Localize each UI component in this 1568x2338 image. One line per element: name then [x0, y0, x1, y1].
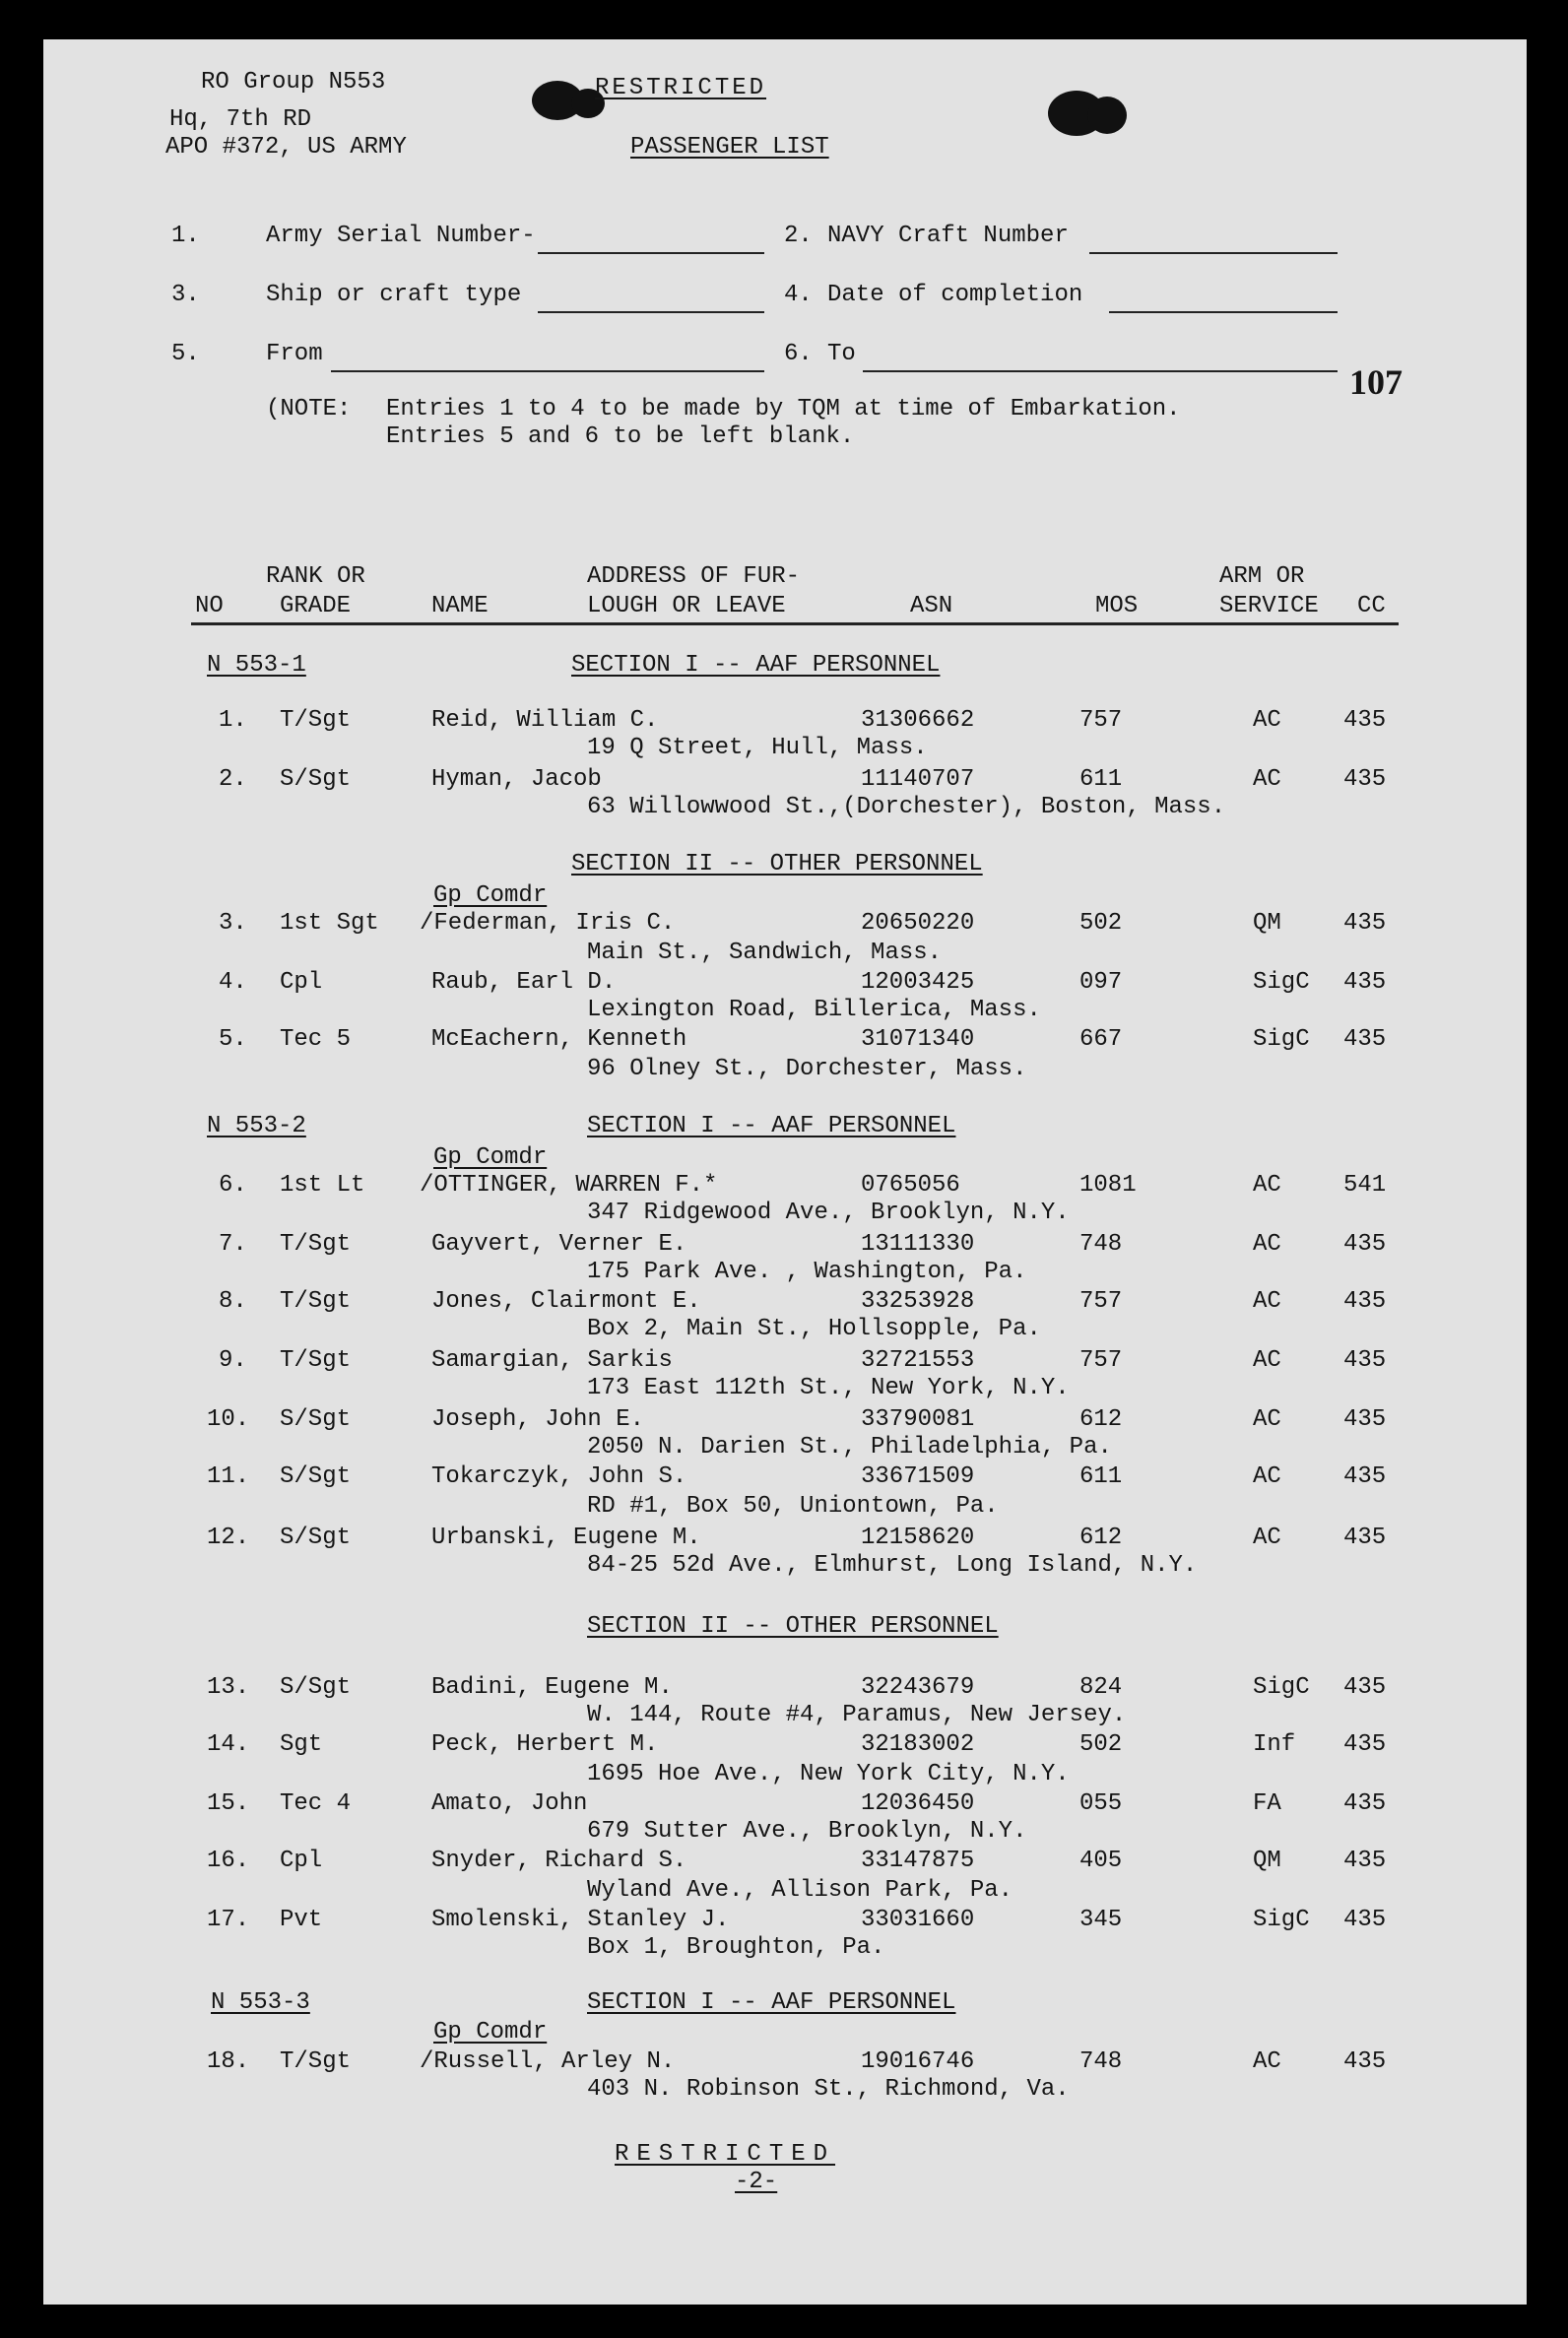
unit-line-3: APO #372, US ARMY	[165, 134, 407, 161]
entry-cc: 435	[1343, 1525, 1387, 1551]
entry-cc: 435	[1343, 1347, 1387, 1374]
col-cc: CC	[1357, 593, 1386, 619]
entry-rank: S/Sgt	[280, 1525, 352, 1551]
entry-arm: AC	[1253, 1406, 1281, 1433]
entry-name: Amato, John	[431, 1790, 588, 1817]
entry-arm: SigC	[1253, 969, 1310, 996]
entry-address: Lexington Road, Billerica, Mass.	[587, 997, 1041, 1023]
entry-asn: 12158620	[861, 1525, 975, 1551]
entry-rank: Sgt	[280, 1731, 323, 1758]
entry-no: 16.	[207, 1848, 250, 1874]
entry-mos: 757	[1079, 1347, 1123, 1374]
entry-cc: 435	[1343, 766, 1387, 793]
entry-no: 3.	[219, 910, 247, 937]
entry-rank: Tec 4	[280, 1790, 352, 1817]
entry-asn: 12036450	[861, 1790, 975, 1817]
entry-mos: 502	[1079, 1731, 1123, 1758]
entry-rank: T/Sgt	[280, 1231, 352, 1258]
entry-asn: 33031660	[861, 1907, 975, 1933]
entry-rank: Cpl	[280, 1848, 323, 1874]
section-heading: SECTION I -- AAF PERSONNEL	[587, 1989, 956, 2016]
entry-name: Samargian, Sarkis	[431, 1347, 673, 1374]
entry-mos: 502	[1079, 910, 1123, 937]
gp-comdr-label: Gp Comdr	[433, 882, 548, 909]
entry-cc: 435	[1343, 1231, 1387, 1258]
entry-cc: 435	[1343, 1026, 1387, 1053]
entry-cc: 435	[1343, 1406, 1387, 1433]
gp-comdr-label: Gp Comdr	[433, 1144, 548, 1171]
entry-asn: 12003425	[861, 969, 975, 996]
field-3-blank	[538, 311, 764, 313]
entry-mos: 055	[1079, 1790, 1123, 1817]
field-1-blank	[538, 252, 764, 254]
entry-rank: Tec 5	[280, 1026, 352, 1053]
entry-name: Snyder, Richard S.	[431, 1848, 687, 1874]
ink-blot	[1087, 97, 1127, 134]
entry-mos: 405	[1079, 1848, 1123, 1874]
field-6-number: 6.	[784, 341, 813, 367]
entry-rank: S/Sgt	[280, 1406, 352, 1433]
entry-arm: AC	[1253, 707, 1281, 734]
note-line-2: Entries 5 and 6 to be left blank.	[386, 423, 855, 450]
col-address-top: ADDRESS OF FUR-	[587, 563, 801, 590]
entry-arm: AC	[1253, 1463, 1281, 1490]
col-asn: ASN	[910, 593, 953, 619]
entry-mos: 345	[1079, 1907, 1123, 1933]
entry-arm: AC	[1253, 2048, 1281, 2075]
col-arm-top: ARM OR	[1219, 563, 1305, 590]
entry-rank: T/Sgt	[280, 1288, 352, 1315]
entry-address: W. 144, Route #4, Paramus, New Jersey.	[587, 1702, 1127, 1728]
entry-address: 173 East 112th St., New York, N.Y.	[587, 1375, 1070, 1401]
entry-asn: 31071340	[861, 1026, 975, 1053]
entry-arm: SigC	[1253, 1907, 1310, 1933]
entry-arm: Inf	[1253, 1731, 1296, 1758]
entry-rank: 1st Sgt	[280, 910, 379, 937]
entry-asn: 33253928	[861, 1288, 975, 1315]
entry-name: Gayvert, Verner E.	[431, 1231, 687, 1258]
entry-arm: QM	[1253, 1848, 1281, 1874]
entry-name: Tokarczyk, John S.	[431, 1463, 687, 1490]
entry-mos: 757	[1079, 1288, 1123, 1315]
entry-asn: 32243679	[861, 1674, 975, 1701]
classification-header: RESTRICTED	[595, 75, 767, 101]
entry-asn: 32183002	[861, 1731, 975, 1758]
entry-no: 6.	[219, 1172, 247, 1199]
entry-arm: AC	[1253, 1172, 1281, 1199]
field-5-label: From	[266, 341, 323, 367]
field-6-blank	[863, 370, 1338, 372]
entry-arm: FA	[1253, 1790, 1281, 1817]
unit-line-2: Hq, 7th RD	[169, 106, 312, 133]
document-title: PASSENGER LIST	[630, 134, 829, 161]
entry-rank: S/Sgt	[280, 766, 352, 793]
entry-name: Peck, Herbert M.	[431, 1731, 659, 1758]
entry-name: Raub, Earl D.	[431, 969, 617, 996]
entry-mos: 611	[1079, 766, 1123, 793]
section-heading: SECTION II -- OTHER PERSONNEL	[571, 851, 983, 877]
entry-mos: 612	[1079, 1406, 1123, 1433]
group-label: N 553-2	[207, 1113, 306, 1139]
entry-address: RD #1, Box 50, Uniontown, Pa.	[587, 1493, 999, 1520]
entry-no: 5.	[219, 1026, 247, 1053]
entry-no: 8.	[219, 1288, 247, 1315]
field-6-label: To	[827, 341, 856, 367]
field-2-number: 2.	[784, 223, 813, 249]
entry-name: McEachern, Kenneth	[431, 1026, 687, 1053]
field-4-number: 4.	[784, 282, 813, 308]
entry-address: Box 2, Main St., Hollsopple, Pa.	[587, 1316, 1041, 1342]
entry-mos: 757	[1079, 707, 1123, 734]
entry-rank: T/Sgt	[280, 2048, 352, 2075]
entry-name: /OTTINGER, WARREN F.*	[420, 1172, 718, 1199]
entry-address: Box 1, Broughton, Pa.	[587, 1934, 885, 1961]
entry-address: 403 N. Robinson St., Richmond, Va.	[587, 2076, 1070, 2103]
entry-rank: S/Sgt	[280, 1463, 352, 1490]
entry-cc: 435	[1343, 1848, 1387, 1874]
entry-cc: 435	[1343, 2048, 1387, 2075]
field-5-blank	[331, 370, 764, 372]
entry-no: 9.	[219, 1347, 247, 1374]
col-rank-bottom: GRADE	[280, 593, 352, 619]
entry-arm: SigC	[1253, 1026, 1310, 1053]
entry-no: 18.	[207, 2048, 250, 2075]
section-heading: SECTION I -- AAF PERSONNEL	[587, 1113, 956, 1139]
entry-asn: 20650220	[861, 910, 975, 937]
entry-asn: 11140707	[861, 766, 975, 793]
entry-no: 13.	[207, 1674, 250, 1701]
entry-no: 12.	[207, 1525, 250, 1551]
entry-arm: AC	[1253, 1347, 1281, 1374]
field-3-number: 3.	[171, 282, 200, 308]
entry-asn: 13111330	[861, 1231, 975, 1258]
entry-mos: 748	[1079, 2048, 1123, 2075]
note-label: (NOTE:	[266, 396, 352, 422]
entry-cc: 435	[1343, 969, 1387, 996]
entry-arm: SigC	[1253, 1674, 1310, 1701]
document-page	[43, 39, 1527, 2305]
note-line-1: Entries 1 to 4 to be made by TQM at time of Embarkation.	[386, 396, 1181, 422]
entry-asn: 31306662	[861, 707, 975, 734]
entry-address: 2050 N. Darien St., Philadelphia, Pa.	[587, 1434, 1112, 1461]
entry-no: 15.	[207, 1790, 250, 1817]
col-no: NO	[195, 593, 224, 619]
col-rank-top: RANK OR	[266, 563, 365, 590]
field-1-label: Army Serial Number-	[266, 223, 536, 249]
section-heading: SECTION II -- OTHER PERSONNEL	[587, 1613, 999, 1640]
entry-no: 7.	[219, 1231, 247, 1258]
entry-address: Main St., Sandwich, Mass.	[587, 940, 943, 966]
entry-name: /Russell, Arley N.	[420, 2048, 676, 2075]
entry-asn: 32721553	[861, 1347, 975, 1374]
entry-cc: 435	[1343, 1463, 1387, 1490]
entry-name: Joseph, John E.	[431, 1406, 645, 1433]
field-3-label: Ship or craft type	[266, 282, 522, 308]
field-2-blank	[1089, 252, 1338, 254]
entry-rank: T/Sgt	[280, 707, 352, 734]
page-stamp-number: 107	[1349, 362, 1403, 402]
entry-arm: AC	[1253, 1231, 1281, 1258]
header-rule	[191, 622, 1399, 625]
entry-rank: Pvt	[280, 1907, 323, 1933]
col-address-bottom: LOUGH OR LEAVE	[587, 593, 786, 619]
col-name: NAME	[431, 593, 489, 619]
entry-rank: T/Sgt	[280, 1347, 352, 1374]
entry-asn: 33671509	[861, 1463, 975, 1490]
entry-mos: 611	[1079, 1463, 1123, 1490]
entry-name: Smolenski, Stanley J.	[431, 1907, 730, 1933]
field-1-number: 1.	[171, 223, 200, 249]
entry-mos: 1081	[1079, 1172, 1137, 1199]
col-arm-bottom: SERVICE	[1219, 593, 1319, 619]
entry-name: Hyman, Jacob	[431, 766, 602, 793]
entry-cc: 435	[1343, 1907, 1387, 1933]
entry-no: 2.	[219, 766, 247, 793]
entry-rank: S/Sgt	[280, 1674, 352, 1701]
entry-name: /Federman, Iris C.	[420, 910, 676, 937]
entry-rank: Cpl	[280, 969, 323, 996]
entry-cc: 435	[1343, 1731, 1387, 1758]
gp-comdr-label: Gp Comdr	[433, 2019, 548, 2046]
entry-rank: 1st Lt	[280, 1172, 365, 1199]
col-mos: MOS	[1095, 593, 1139, 619]
entry-arm: AC	[1253, 1288, 1281, 1315]
entry-no: 11.	[207, 1463, 250, 1490]
entry-name: Badini, Eugene M.	[431, 1674, 673, 1701]
entry-asn: 0765056	[861, 1172, 960, 1199]
entry-arm: AC	[1253, 766, 1281, 793]
page-number: -2-	[735, 2169, 778, 2195]
entry-cc: 435	[1343, 1674, 1387, 1701]
entry-address: 1695 Hoe Ave., New York City, N.Y.	[587, 1761, 1070, 1787]
field-4-blank	[1109, 311, 1338, 313]
entry-address: 347 Ridgewood Ave., Brooklyn, N.Y.	[587, 1200, 1070, 1226]
entry-arm: AC	[1253, 1525, 1281, 1551]
entry-cc: 435	[1343, 910, 1387, 937]
field-4-label: Date of completion	[827, 282, 1083, 308]
section-heading: SECTION I -- AAF PERSONNEL	[571, 652, 941, 679]
entry-mos: 824	[1079, 1674, 1123, 1701]
entry-cc: 435	[1343, 1790, 1387, 1817]
classification-footer: RESTRICTED	[615, 2141, 836, 2168]
entry-address: 175 Park Ave. , Washington, Pa.	[587, 1259, 1027, 1285]
entry-cc: 435	[1343, 1288, 1387, 1315]
entry-name: Jones, Clairmont E.	[431, 1288, 701, 1315]
entry-asn: 33147875	[861, 1848, 975, 1874]
entry-mos: 667	[1079, 1026, 1123, 1053]
entry-asn: 19016746	[861, 2048, 975, 2075]
entry-no: 14.	[207, 1731, 250, 1758]
group-label: N 553-1	[207, 652, 306, 679]
entry-mos: 097	[1079, 969, 1123, 996]
entry-address: 84-25 52d Ave., Elmhurst, Long Island, N.Y.	[587, 1552, 1198, 1579]
entry-address: 63 Willowwood St.,(Dorchester), Boston, Mass.	[587, 794, 1226, 820]
entry-no: 1.	[219, 707, 247, 734]
entry-arm: QM	[1253, 910, 1281, 937]
entry-name: Urbanski, Eugene M.	[431, 1525, 701, 1551]
field-2-label: NAVY Craft Number	[827, 223, 1069, 249]
field-5-number: 5.	[171, 341, 200, 367]
entry-mos: 748	[1079, 1231, 1123, 1258]
entry-no: 4.	[219, 969, 247, 996]
entry-address: 19 Q Street, Hull, Mass.	[587, 735, 928, 761]
unit-line-1: RO Group N553	[201, 69, 386, 96]
entry-address: 96 Olney St., Dorchester, Mass.	[587, 1056, 1027, 1082]
entry-address: Wyland Ave., Allison Park, Pa.	[587, 1877, 1013, 1904]
entry-no: 17.	[207, 1907, 250, 1933]
entry-asn: 33790081	[861, 1406, 975, 1433]
entry-no: 10.	[207, 1406, 250, 1433]
group-label: N 553-3	[211, 1989, 310, 2016]
entry-cc: 541	[1343, 1172, 1387, 1199]
entry-name: Reid, William C.	[431, 707, 659, 734]
entry-address: 679 Sutter Ave., Brooklyn, N.Y.	[587, 1818, 1027, 1845]
entry-cc: 435	[1343, 707, 1387, 734]
entry-mos: 612	[1079, 1525, 1123, 1551]
